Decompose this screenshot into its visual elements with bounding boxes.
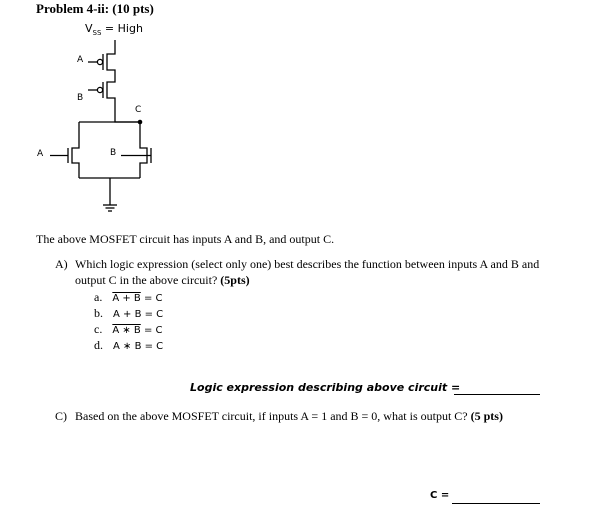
input-a-bottom-label: A (37, 149, 44, 159)
output-node-dot (138, 120, 143, 125)
input-b-top-label: B (77, 93, 84, 103)
option-a-overlined: A + B (112, 293, 141, 304)
question-a-marker: A) (55, 257, 68, 271)
option-a-rest: = C (140, 293, 163, 304)
logic-expression-answer-line[interactable] (454, 394, 540, 395)
question-c-points: (5 pts) (470, 409, 503, 423)
option-b-rest: A + B = C (113, 309, 164, 320)
problem-title: Problem 4-ii: (10 pts) (36, 1, 154, 16)
question-c-marker: C) (55, 409, 67, 423)
question-a-points: (5pts) (220, 273, 250, 287)
question-a-text-line1: Which logic expression (select only one) best describes the function between inputs A and B and (75, 257, 540, 271)
question-a-text-line2-prefix: output C in the above circuit? (75, 273, 221, 287)
circuit-wires (50, 40, 151, 211)
option-c-rest: = C (140, 325, 163, 336)
c-answer-line[interactable] (452, 503, 540, 504)
question-a-text-line2 (75, 273, 250, 288)
option-c-letter: c. (94, 322, 103, 336)
question-c-text (75, 409, 503, 424)
input-b-bottom-label: B (110, 148, 117, 158)
output-c-label: C (135, 105, 142, 115)
logic-expression-prompt: Logic expression describing above circuit = (190, 381, 461, 394)
question-c-body: Based on the above MOSFET circuit, if inputs A = 1 and B = 0, what is output C? (75, 409, 471, 423)
input-a-top-label: A (77, 55, 84, 65)
vss-label: $V_{SS}$ = High (85, 22, 143, 37)
mosfet-circuit-diagram (0, 0, 597, 230)
circuit-description: The above MOSFET circuit has inputs A and B, and output C. (36, 232, 335, 246)
option-a-letter: a. (94, 290, 103, 304)
option-d-rest: A ∗ B = C (113, 341, 164, 352)
option-c-overlined: A ∗ B (112, 325, 141, 336)
c-answer-label: C = (430, 490, 450, 501)
option-b-letter: b. (94, 306, 103, 320)
option-d-letter: d. (94, 338, 103, 352)
option-d[interactable] (94, 336, 163, 354)
